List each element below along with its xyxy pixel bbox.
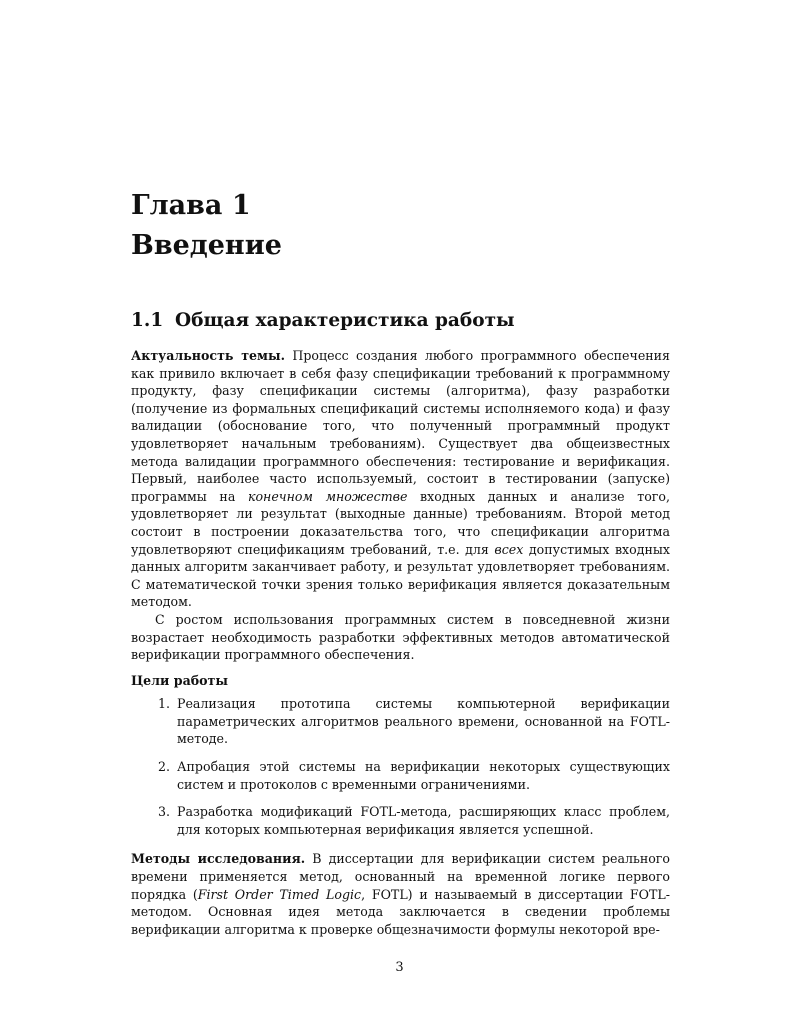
methods-emphasis: First Order Timed Logic (197, 886, 362, 902)
chapter-heading (131, 186, 282, 266)
list-item (131, 695, 670, 748)
body-text (131, 347, 670, 938)
relevance-emphasis-2: всех (494, 541, 524, 557)
relevance-text-1: Процесс создания любого программного обеспечения как привило включает в себя фазу спецификации требований к программному продукту, фазу спецификации системы (алгоритма), фазу разработки (получение из формальных спецификаций системы исполняемого кода) и фазу валидации (обоснование того, что полученный программный продукт удовлетворяет начальным требованиям). Существует два общеизвестных метода валидации программного обеспечения: тестирование и верификация. Первый, наиболее часто используемый, состоит в тестировании (запуске) программы на (131, 348, 671, 504)
list-item-text: Апробация этой системы на верификации некоторых существующих систем и протоколов с временными ограничениями. (177, 759, 670, 792)
list-item-number: 2. (158, 759, 171, 775)
list-item (131, 803, 670, 838)
relevance-text-2: входных данных и анализе того, удовлетворяет ли результат (выходные данные) требованиям. Второй метод состоит в построении доказательства того, что спецификации алгоритма удовлетворяют спецификациям требований, т.е. для (131, 488, 670, 557)
relevance-heading: Актуальность темы. (131, 348, 285, 363)
relevance-text-3: допустимых входных данных алгоритм заканчивает работу, и результат удовлетворяет требованиям. С математической точки зрения только верификация является доказательным методом. (131, 541, 670, 610)
section-heading (131, 308, 515, 334)
chapter-label: Глава 1 (131, 190, 251, 221)
section-number: 1.1 (131, 310, 164, 331)
methods-heading: Методы исследования. (131, 851, 306, 867)
methods-text-2: , FOTL) и называемый в диссертации FOTL-методом. Основная идея метода заключается в сведении проблемы верификации алгоритма к проверке общезначимости формулы некоторой вре- (131, 886, 670, 937)
goals-heading: Цели работы (131, 672, 228, 688)
methods-paragraph (131, 850, 670, 938)
list-item (131, 758, 670, 793)
page-number: 3 (395, 960, 404, 975)
list-item-text: Реализация прототипа системы компьютерной верификации параметрических алгоритмов реального времени, основанной на FOTL-методе. (177, 696, 670, 747)
growth-paragraph: С ростом использования программных систем в повседневной жизни возрастает необходимость разработки эффективных методов автоматической верификации программного обеспечения. (131, 611, 670, 663)
list-item-text: Разработка модификаций FOTL-метода, расширяющих класс проблем, для которых компьютерная верификация является успешной. (177, 804, 670, 837)
chapter-title: Введение (131, 230, 282, 261)
list-item-number: 1. (158, 696, 171, 712)
section-title: Общая характеристика работы (175, 310, 515, 331)
goals-list (131, 695, 670, 838)
list-item-number: 3. (158, 804, 171, 820)
relevance-paragraph (131, 347, 670, 611)
methods-text-1: В диссертации для верификации систем реального времени применяется метод, основанный на временной логике первого порядка ( (131, 851, 670, 902)
relevance-emphasis-1: конечном множестве (247, 488, 408, 504)
